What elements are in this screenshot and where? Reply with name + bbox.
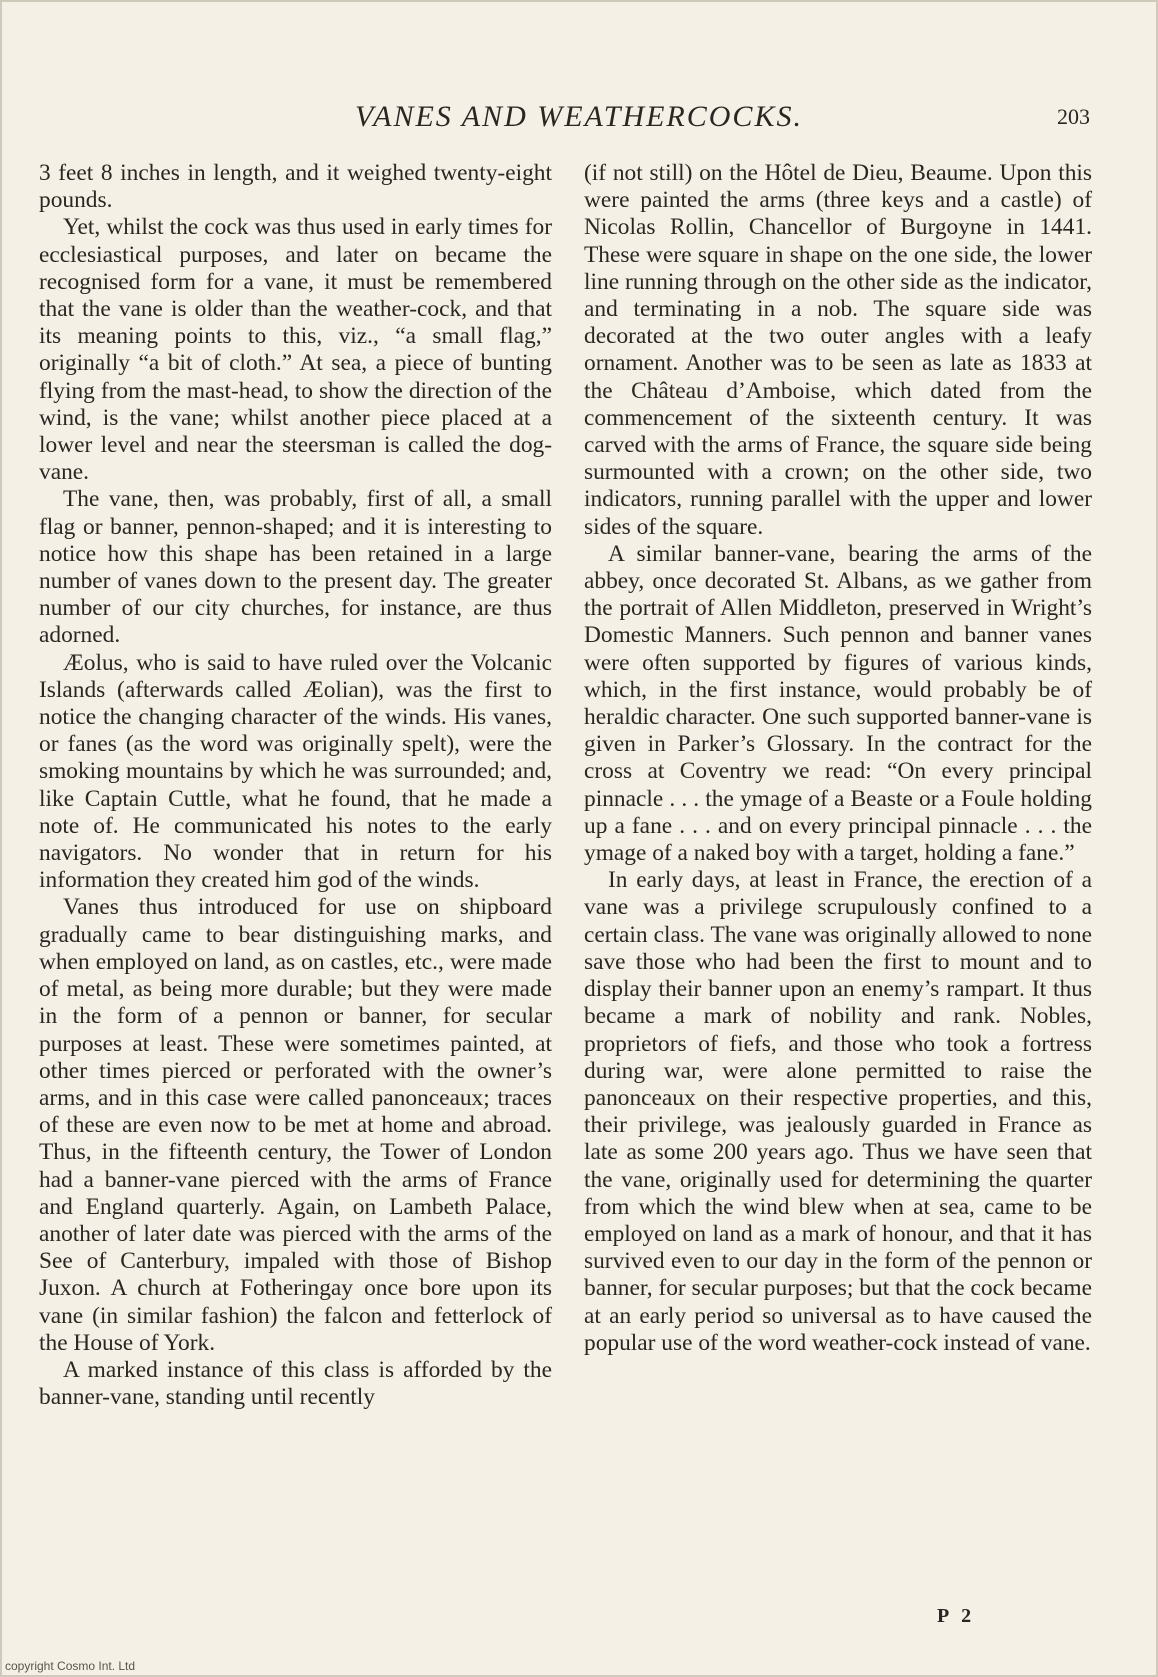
page-header — [2, 100, 1156, 140]
page-number: 203 — [1057, 104, 1090, 129]
right-column — [584, 160, 1092, 1357]
paragraph: A similar banner-vane, bearing the arms of the abbey, once decorated St. Albans, as we gather from the portrait of Allen Middleton, preserved in Wright’s Domestic Manners. Such pennon and banner vanes were often supported by figures of various kinds, which, in the first instance, would probably be of heraldic character. One such supported banner-vane is given in Parker’s Glossary. In the contract for the cross at Coventry we read: “On every principal pinnacle . . . the ymage of a Beaste or a Foule holding up a fane . . . and on every principal pinnacle . . . the ymage of a naked boy with a target, holding a fane.” — [584, 540, 1092, 867]
paragraph: Æolus, who is said to have ruled over the Volcanic Islands (afterwards called Æolian), was the first to notice the changing character of the winds. His vanes, or fanes (as the word was originally spelt), were the smoking mountains by which he was surrounded; and, like Captain Cuttle, what he found, that he made a note of. He communicated his notes to the early navigators. No wonder that in return for his information they created him god of the winds. — [39, 649, 552, 894]
paragraph: In early days, at least in France, the erection of a vane was a privilege scrupulously confined to a certain class. The vane was originally allowed to none save those who had been the first to mount and to display their banner upon an enemy’s rampart. It thus became a mark of nobility and rank. Nobles, proprietors of fiefs, and those who took a fortress during war, were alone permitted to raise the panonceaux on their respective properties, and this, their privilege, was jealously guarded in France as late as some 200 years ago. Thus we have seen that the vane, originally used for determining the quarter from which the wind blew when at sea, came to be employed on land as a mark of honour, and that it has survived even to our day in the form of the pennon or banner, for secular purposes; but that the cock became at an early period so universal as to have caused the popular use of the word weather-cock instead of vane. — [584, 867, 1092, 1356]
paragraph: (if not still) on the Hôtel de Dieu, Beaume. Upon this were painted the arms (three keys and a castle) of Nicolas Rollin, Chancellor of Burgoyne in 1441. These were square in shape on the one side, the lower line running through on the other side as the indicator, and terminating in a nob. The square side was decorated at the two outer angles with a leafy ornament. Another was to be seen as late as 1833 at the Château d’Amboise, which dated from the commencement of the sixteenth century. It was carved with the arms of France, the square side being surmounted with a crown; on the other side, two indicators, running parallel with the upper and lower sides of the square. — [584, 160, 1092, 540]
left-column — [39, 160, 552, 1411]
paragraph: A marked instance of this class is afforded by the banner-vane, standing until recently — [39, 1356, 552, 1411]
paragraph: 3 feet 8 inches in length, and it weighed twenty-eight pounds. — [39, 160, 552, 214]
signature-mark: P 2 — [937, 1605, 976, 1627]
paragraph: Vanes thus introduced for use on shipboard gradually came to bear distinguishing marks, and when employed on land, as on castles, etc., were made of metal, as being more durable; but they were made in the form of a pennon or banner, for secular purposes at least. These were sometimes painted, at other times pierced or perforated with the owner’s arms, and in this case were called panonceaux; traces of these are even now to be met at home and abroad. Thus, in the fifteenth century, the Tower of London had a banner-vane pierced with the arms of France and England quarterly. Again, on Lambeth Palace, another of later date was pierced with the arms of the See of Canterbury, impaled with those of Bishop Juxon. A church at Fotheringay once bore upon its vane (in similar fashion) the falcon and fetterlock of the House of York. — [39, 894, 552, 1356]
copyright-notice: copyright Cosmo Int. Ltd — [5, 1659, 136, 1673]
paragraph: The vane, then, was probably, first of all, a small flag or banner, pennon-shaped; and it is interesting to notice how this shape has been retained in a large number of vanes down to the present day. The greater number of our city churches, for instance, are thus adorned. — [39, 486, 552, 649]
paragraph: Yet, whilst the cock was thus used in early times for ecclesiastical purposes, and later on became the recognised form for a vane, it must be remembered that the vane is older than the weather-cock, and that its meaning points to this, viz., “a small flag,” originally “a bit of cloth.” At sea, a piece of bunting flying from the mast-head, to show the direction of the wind, is the vane; whilst another piece placed at a lower level and near the steersman is called the dog-vane. — [39, 214, 552, 486]
running-title: VANES AND WEATHERCOCKS. — [355, 100, 803, 133]
